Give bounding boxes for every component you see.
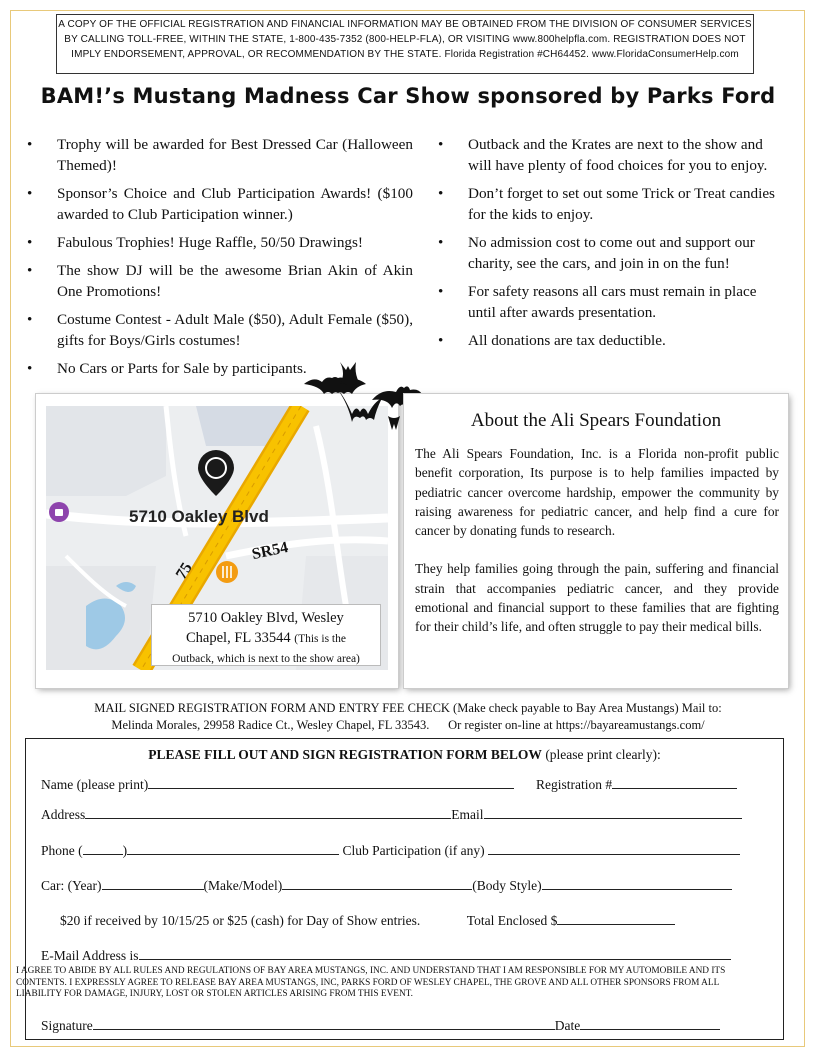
road-75-label: 75 <box>172 559 196 583</box>
list-item: • No admission cost to come out and support our charity, see the cars, and join in on the fun! <box>438 234 755 272</box>
form-heading-bold: PLEASE FILL OUT AND SIGN REGISTRATION FORM BELOW <box>148 747 542 762</box>
mailing-line-2: Melinda Morales, 29958 Radice Ct., Wesley Chapel, FL 33543. Or register on-line at https://bayareamustangs.com/ <box>111 718 705 732</box>
map-place-label: 5710 Oakley Blvd <box>129 507 269 526</box>
mailing-instructions <box>0 700 816 734</box>
bullet-icon: • <box>27 262 33 279</box>
foundation-title: About the Ali Spears Foundation <box>470 410 722 431</box>
car-year-label: Car: (Year) <box>41 878 102 893</box>
email-address-label: E-Mail Address is <box>41 948 139 963</box>
event-highlights-right <box>438 134 783 358</box>
bullet-icon: • <box>27 311 33 328</box>
name-field[interactable] <box>148 777 514 789</box>
bullet-icon: • <box>438 136 444 153</box>
phone-number-field[interactable] <box>127 843 339 855</box>
foundation-info-card <box>404 394 788 688</box>
disclaimer-line-2: BY CALLING TOLL-FREE, WITHIN THE STATE, 1-800-435-7352 (800-HELP-FLA), OR VISITING www.800helpfla.com. REGISTRATION DOES NOT <box>64 34 746 45</box>
flyer-title: BAM!’s Mustang Madness Car Show sponsored by Parks Ford <box>40 84 776 108</box>
address-note-2: Outback, which is next to the show area) <box>172 653 360 665</box>
list-item: • Costume Contest - Adult Male ($50), Adult Female ($50), gifts for Boys/Girls costumes! <box>27 311 413 349</box>
form-heading <box>26 747 783 763</box>
list-item: • Don’t forget to set out some Trick or Treat candies for the kids to enjoy. <box>438 185 775 223</box>
form-heading-note: (please print clearly): <box>545 747 661 762</box>
body-style-field[interactable] <box>542 878 732 890</box>
list-item: • All donations are tax deductible. <box>438 332 666 349</box>
bullet-icon: • <box>27 136 33 153</box>
date-label: Date <box>554 1018 581 1033</box>
registration-label: Registration # <box>535 777 613 792</box>
foundation-paragraph-1: The Ali Spears Foundation, Inc. is a Florida non-profit public benefit corporation, Its purpose is to help families impacted by pediatric cancer overcome hardship, empower the community by raising awareness for pediatric cancer, and help find a cure for cancer by donating funds to research. <box>415 446 779 539</box>
address-label: Address <box>41 807 86 822</box>
mailing-line-1: MAIL SIGNED REGISTRATION FORM AND ENTRY FEE CHECK (Make check payable to Bay Area Mustangs) Mail to: <box>94 701 722 715</box>
disclaimer-line-1: A COPY OF THE OFFICIAL REGISTRATION AND FINANCIAL INFORMATION MAY BE OBTAINED FROM THE DIVISION OF CONSUMER SERVICES <box>58 19 752 30</box>
bullet-icon: • <box>27 185 33 202</box>
bullet-icon: • <box>438 185 444 202</box>
signature-label: Signature <box>41 1018 93 1033</box>
car-year-field[interactable] <box>102 878 204 890</box>
fee-text: $20 if received by 10/15/25 or $25 (cash) for Day of Show entries. <box>60 913 421 928</box>
list-item: • Outback and the Krates are next to the show and will have plenty of food choices for you to enjoy. <box>438 136 768 174</box>
address-line-2: Chapel, FL 33544 <box>186 630 291 646</box>
email-address-field[interactable] <box>139 948 731 960</box>
bullet-icon: • <box>27 234 33 251</box>
name-label: Name (please print) <box>41 777 149 792</box>
liability-release-text: I AGREE TO ABIDE BY ALL RULES AND REGULATIONS OF BAY AREA MUSTANGS, INC. AND UNDERSTAND THAT I AM RESPONSIBLE FOR MY AUTOMOBILE AND ITS CONTENTS. I EXPRESSLY AGREE TO RELEASE BAY AREA MUSTANGS, INC, PARKS FORD OF WESLEY CHAPEL, THE GROVE AND ALL OTHER SPONSORS FROM ALL LIABILITY FOR DAMAGE, INJURY, LOST OR STOLEN ARTICLES ARISING FROM THIS EVENT. <box>16 966 726 999</box>
disclaimer-line-3: IMPLY ENDORSEMENT, APPROVAL, OR RECOMMENDATION BY THE STATE. Florida Registration #CH64452. www.FloridaConsumerHelp.com <box>71 49 739 60</box>
address-callout <box>151 604 381 666</box>
phone-label: Phone ( <box>41 843 83 858</box>
signature-row <box>41 1018 720 1034</box>
list-item: • Fabulous Trophies! Huge Raffle, 50/50 Drawings! <box>27 234 363 251</box>
bullet-icon: • <box>438 283 444 300</box>
car-row <box>41 878 732 894</box>
phone-row: Phone ( ) Club Participation (if any) <box>41 843 740 859</box>
email-address-row <box>41 948 731 964</box>
list-item: • No Cars or Parts for Sale by participants. <box>27 360 307 377</box>
phone-area-code-field[interactable] <box>83 843 123 855</box>
state-disclaimer-box <box>56 14 754 74</box>
road-sr54-label: SR54 <box>250 538 290 564</box>
date-field[interactable] <box>580 1018 720 1030</box>
total-enclosed-label: Total Enclosed $ <box>466 913 558 928</box>
address-note: (This is the <box>294 633 346 645</box>
signature-field[interactable] <box>93 1018 555 1030</box>
list-item: • Trophy will be awarded for Best Dressed Car (Halloween Themed)! <box>27 136 413 174</box>
event-highlights-left <box>27 134 413 386</box>
registration-number-field[interactable] <box>612 777 737 789</box>
make-model-label: (Make/Model) <box>203 878 283 893</box>
bullet-icon: • <box>438 332 444 349</box>
foundation-description <box>415 444 779 637</box>
email-label: Email <box>451 807 484 822</box>
make-model-field[interactable] <box>282 878 472 890</box>
list-item: • For safety reasons all cars must remain in place until after awards presentation. <box>438 283 757 321</box>
club-participation-field[interactable] <box>488 843 740 855</box>
email-field[interactable] <box>484 807 742 819</box>
bullet-icon: • <box>27 360 33 377</box>
body-style-label: (Body Style) <box>472 878 542 893</box>
foundation-paragraph-2: They help families going through the pain, suffering and financial strain that accompanies pediatric cancer, and they provide emotional and financial support to these families that are fighting for their child’s life, and often struggle to pay their medical bills. <box>415 561 779 635</box>
list-item: • Sponsor’s Choice and Club Participation Awards! ($100 awarded to Club Participation winner.) <box>27 185 413 223</box>
total-enclosed-field[interactable] <box>557 913 675 925</box>
fee-row <box>60 913 675 929</box>
address-line-1: 5710 Oakley Blvd, Wesley <box>188 610 344 626</box>
bullet-icon: • <box>438 234 444 251</box>
address-row <box>41 807 742 823</box>
club-label: Club Participation (if any) <box>342 843 485 858</box>
location-map-card <box>36 394 398 688</box>
list-item: • The show DJ will be the awesome Brian Akin of Akin One Promotions! <box>27 262 413 300</box>
address-field[interactable] <box>85 807 451 819</box>
name-row <box>41 777 737 793</box>
